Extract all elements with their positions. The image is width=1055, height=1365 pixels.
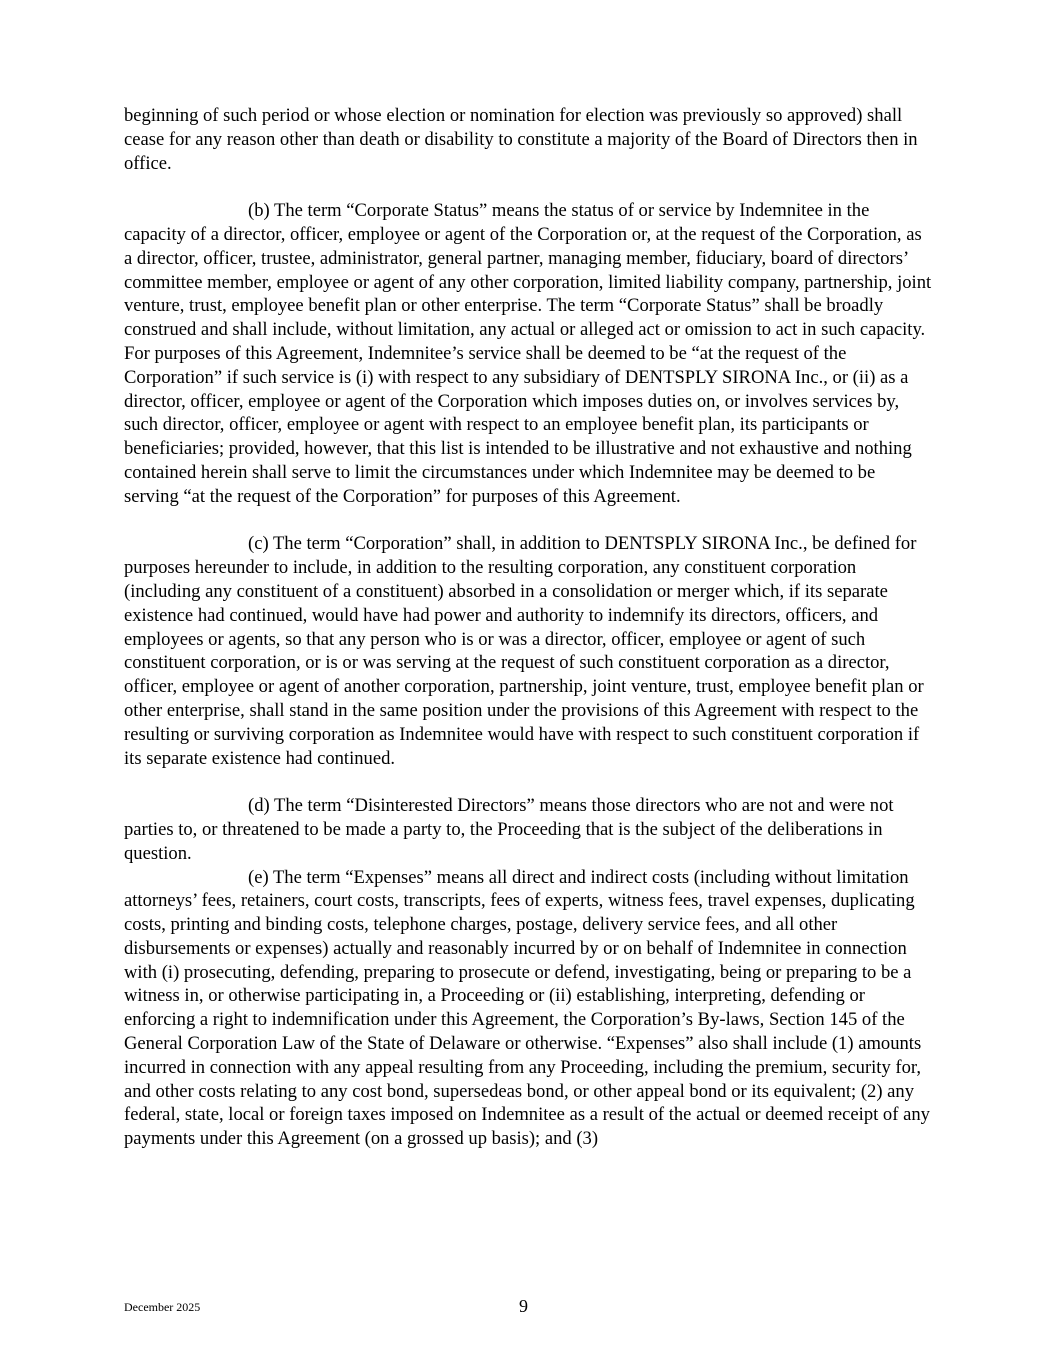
paragraph-d-disinterested-directors: (d) The term “Disinterested Directors” means those directors who are not and were not parties to, or threatened to be made a party to, the Proceeding that is the subject of the deliberations in question. — [124, 795, 894, 864]
footer-date: December 2025 — [124, 1300, 201, 1314]
page-number: 9 — [519, 1296, 528, 1316]
paragraph-c-corporation: (c) The term “Corporation” shall, in addition to DENTSPLY SIRONA Inc., be defined for purposes hereunder to include, in addition to the resulting corporation, any constituent corporation (including any constituent of a constituent) absorbed in a consolidation or merger which, if its separate existence had continued, would have had power and authority to indemnify its directors, officers, and employees or agents, so that any person who is or was a director, officer, employee or agent of such constituent corporation, or is or was serving at the request of such constituent corporation as a director, officer, employee or agent of another corporation, partnership, joint venture, trust, employee benefit plan or other enterprise, shall stand in the same position under the provisions of this Agreement with respect to the resulting or surviving corporation as Indemnitee would have with respect to such constituent corporation if its separate existence had continued. — [124, 533, 924, 769]
paragraph-b-corporate-status: (b) The term “Corporate Status” means the status of or service by Indemnitee in the capacity of a director, officer, employee or agent of the Corporation or, at the request of the Corporation, as a director, officer, trustee, administrator, general partner, managing member, fiduciary, board of directors’ committee member, employee or agent of any other corporation, limited liability company, partnership, joint venture, trust, employee benefit plan or other enterprise. The term “Corporate Status” shall be broadly construed and shall include, without limitation, any actual or alleged act or omission to act in such capacity. For purposes of this Agreement, Indemnitee’s service shall be deemed to be “at the request of the Corporation” if such service is (i) with respect to any subsidiary of DENTSPLY SIRONA Inc., or (ii) as a director, officer, employee or agent of the Corporation which imposes duties on, or involves services by, such director, officer, employee or agent with respect to an employee benefit plan, its participants or beneficiaries; provided, however, that this list is intended to be illustrative and not exhaustive and nothing contained herein shall serve to limit the circumstances under which Indemnitee may be deemed to be serving “at the request of the Corporation” for purposes of this Agreement. — [124, 200, 932, 507]
paragraph-board-of-directors-continuation: beginning of such period or whose election or nomination for election was previously so approved) shall cease for any reason other than death or disability to constitute a majority of the Board of Directors then in office. — [124, 105, 918, 174]
document-body — [124, 104, 934, 1151]
paragraph-e-expenses: (e) The term “Expenses” means all direct and indirect costs (including without limitation attorneys’ fees, retainers, court costs, transcripts, fees of experts, witness fees, travel expenses, duplicating costs, printing and binding costs, telephone charges, postage, delivery service fees, and all other disbursements or expenses) actually and reasonably incurred by or on behalf of Indemnitee in connection with (i) prosecuting, defending, preparing to prosecute or defend, investigating, being or preparing to be a witness in, or otherwise participating in, a Proceeding or (ii) establishing, interpreting, defending or enforcing a right to indemnification under this Agreement, the Corporation’s By-laws, Section 145 of the General Corporation Law of the State of Delaware or otherwise. “Expenses” also shall include (1) amounts incurred in connection with any appeal resulting from any Proceeding, including the premium, security for, and other costs relating to any cost bond, supersedeas bond, or other appeal bond or its equivalent; (2) any federal, state, local or foreign taxes imposed on Indemnitee as a result of the actual or deemed receipt of any payments under this Agreement (on a grossed up basis); and (3) — [124, 866, 930, 1150]
